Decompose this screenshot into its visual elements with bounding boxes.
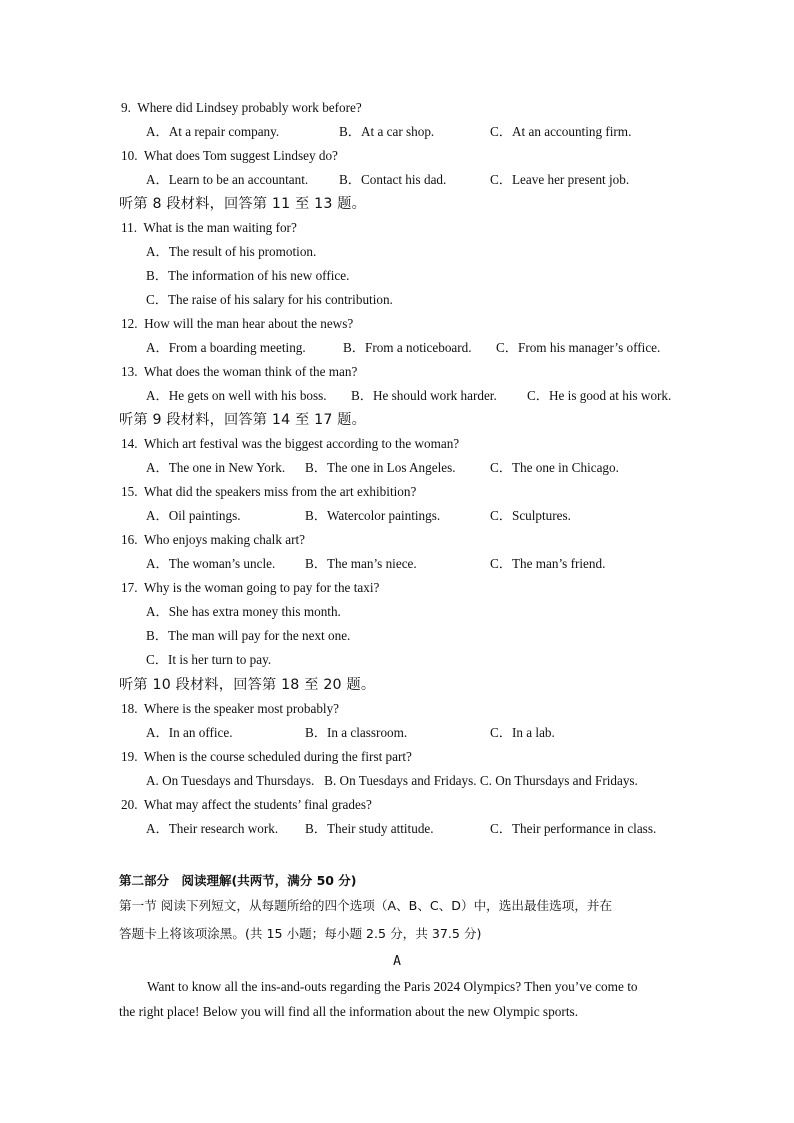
part-2-instruction-line-1: 第一节 阅读下列短文，从每题所给的四个选项（A、B、C、D）中，选出最佳选项，并在 — [119, 898, 613, 913]
question-number: 10. — [121, 148, 138, 163]
question-number: 9. — [121, 100, 131, 115]
question-number: 15. — [121, 484, 138, 499]
question-stem: What did the speakers miss from the art exhibition? — [143, 484, 417, 499]
question-number: 14. — [121, 436, 138, 451]
option-a: A．He gets on well with his boss. — [146, 388, 327, 403]
option-b: B．Contact his dad. — [339, 172, 447, 187]
question-12 — [121, 315, 353, 333]
option-b: B．The information of his new office. — [146, 268, 350, 283]
question-number: 20. — [121, 797, 138, 812]
question-number: 11. — [121, 220, 137, 235]
option-a: A．From a boarding meeting. — [146, 340, 306, 355]
question-16 — [121, 531, 305, 549]
question-stem: What does the woman think of the man? — [143, 364, 358, 379]
question-19-options: A. On Tuesdays and Thursdays. B. On Tuesdays and Fridays. C. On Thursdays and Fridays. — [146, 773, 638, 788]
question-19 — [121, 748, 412, 766]
option-b: B．He should work harder. — [351, 388, 497, 403]
option-b: B．The one in Los Angeles. — [305, 460, 456, 475]
option-c: C．The one in Chicago. — [490, 460, 619, 475]
question-15 — [121, 483, 416, 501]
question-number: 13. — [121, 364, 138, 379]
section-10-heading: 听第 10 段材料，回答第 18 至 20 题。 — [119, 677, 376, 693]
section-8-heading: 听第 8 段材料，回答第 11 至 13 题。 — [119, 196, 367, 212]
question-stem: Which art festival was the biggest according to the woman? — [143, 436, 460, 451]
option-c: C．At an accounting firm. — [490, 124, 632, 139]
option-a: A．Learn to be an accountant. — [146, 172, 309, 187]
option-b: B．From a noticeboard. — [343, 340, 472, 355]
option-c: C．It is her turn to pay. — [146, 652, 272, 667]
option-a: A．In an office. — [146, 725, 233, 740]
part-2-instruction-line-2: 答题卡上将该项涂黑。(共 15 小题；每小题 2.5 分，共 37.5 分) — [119, 926, 482, 941]
question-13 — [121, 363, 357, 381]
option-a: A．The one in New York. — [146, 460, 286, 475]
option-c: C．From his manager’s office. — [496, 340, 661, 355]
question-stem: What may affect the students’ final grades? — [143, 797, 372, 812]
question-stem: When is the course scheduled during the first part? — [143, 749, 412, 764]
question-10 — [121, 147, 338, 165]
option-a: A．The woman’s uncle. — [146, 556, 276, 571]
question-number: 18. — [121, 701, 138, 716]
option-a: A．At a repair company. — [146, 124, 280, 139]
passage-label: A — [393, 954, 401, 969]
question-stem: Why is the woman going to pay for the taxi? — [143, 580, 380, 595]
option-b: B．At a car shop. — [339, 124, 435, 139]
question-stem: Where is the speaker most probably? — [143, 701, 340, 716]
option-c: C．The man’s friend. — [490, 556, 606, 571]
question-11 — [121, 219, 297, 237]
question-number: 17. — [121, 580, 138, 595]
question-number: 12. — [121, 316, 138, 331]
part-2-title: 第二部分 阅读理解(共两节，满分 50 分) — [119, 873, 357, 888]
option-c: C．In a lab. — [490, 725, 555, 740]
question-17 — [121, 579, 379, 597]
section-9-heading: 听第 9 段材料，回答第 14 至 17 题。 — [119, 412, 367, 428]
question-stem: What is the man waiting for? — [143, 220, 297, 235]
option-b: B．Their study attitude. — [305, 821, 434, 836]
option-a: A．Their research work. — [146, 821, 279, 836]
option-a: A．The result of his promotion. — [146, 244, 317, 259]
question-stem: How will the man hear about the news? — [144, 316, 354, 331]
question-number: 19. — [121, 749, 138, 764]
option-b: B．The man’s niece. — [305, 556, 417, 571]
option-a: A．She has extra money this month. — [146, 604, 341, 619]
passage-line-2: the right place! Below you will find all the information about the new Olympic sports. — [119, 1004, 579, 1019]
question-18 — [121, 700, 339, 718]
option-c: C．He is good at his work. — [527, 388, 672, 403]
question-number: 16. — [121, 532, 138, 547]
question-stem: What does Tom suggest Lindsey do? — [143, 148, 338, 163]
question-stem: Where did Lindsey probably work before? — [137, 100, 362, 115]
option-c: C．Leave her present job. — [490, 172, 630, 187]
option-b: B．In a classroom. — [305, 725, 408, 740]
option-c: C．Their performance in class. — [490, 821, 657, 836]
question-20 — [121, 796, 372, 814]
option-a: A．Oil paintings. — [146, 508, 241, 523]
option-c: C．Sculptures. — [490, 508, 571, 523]
option-c: C．The raise of his salary for his contribution. — [146, 292, 393, 307]
option-b: B．Watercolor paintings. — [305, 508, 441, 523]
question-stem: Who enjoys making chalk art? — [143, 532, 305, 547]
question-9 — [121, 99, 362, 117]
option-b: B．The man will pay for the next one. — [146, 628, 351, 643]
passage-line-1: Want to know all the ins-and-outs regarding the Paris 2024 Olympics? Then you’ve come to — [147, 979, 638, 994]
question-14 — [121, 435, 459, 453]
